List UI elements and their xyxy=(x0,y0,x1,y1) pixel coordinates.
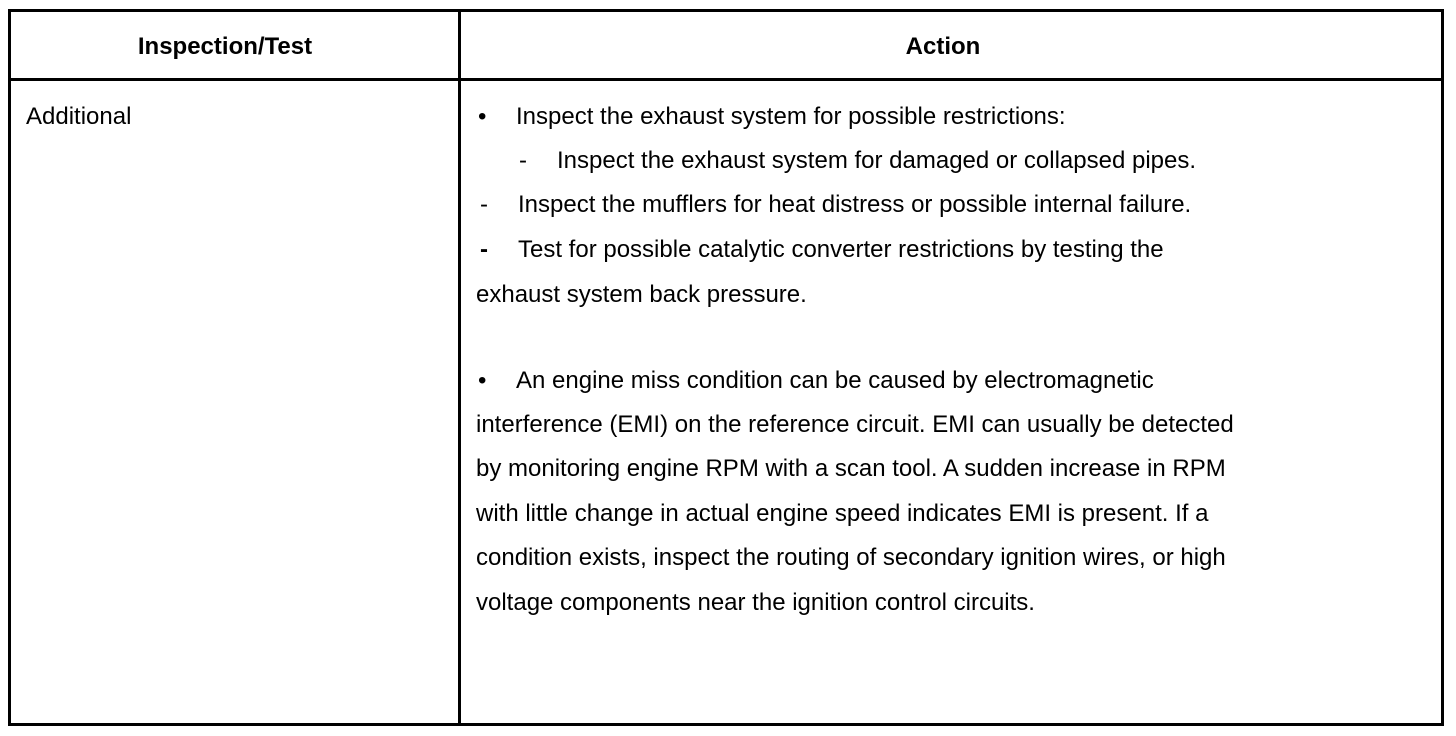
action-sub-item-2: Inspect the mufflers for heat distress or possible internal failure. xyxy=(518,191,1192,218)
bullet-marker: • xyxy=(478,367,487,394)
action-bullet-2-line-2: interference (EMI) on the reference circuit. EMI can usually be detected xyxy=(476,411,1234,438)
column-divider xyxy=(458,12,461,723)
action-bullet-2-line-6: voltage components near the ignition control circuits. xyxy=(476,589,1035,616)
dash-marker: - xyxy=(480,236,488,263)
action-sub-item-3-line-1: Test for possible catalytic converter restrictions by testing the xyxy=(518,236,1164,263)
action-bullet-2-line-1: An engine miss condition can be caused by electromagnetic xyxy=(516,367,1154,394)
action-bullet-2-line-5: condition exists, inspect the routing of secondary ignition wires, or high xyxy=(476,544,1226,571)
bullet-marker: • xyxy=(478,103,487,130)
header-inspection-test: Inspection/Test xyxy=(137,33,313,60)
action-bullet-2-line-3: by monitoring engine RPM with a scan tool. A sudden increase in RPM xyxy=(476,455,1226,482)
action-bullet-2-line-4: with little change in actual engine speed indicates EMI is present. If a xyxy=(476,500,1209,527)
dash-marker: - xyxy=(519,147,527,174)
dash-marker: - xyxy=(480,191,488,218)
action-bullet-1: Inspect the exhaust system for possible restrictions: xyxy=(516,103,1066,130)
action-sub-item-1: Inspect the exhaust system for damaged or collapsed pipes. xyxy=(557,147,1197,174)
header-action: Action xyxy=(905,33,981,60)
action-sub-item-3-line-2: exhaust system back pressure. xyxy=(476,281,807,308)
inspection-cell: Additional xyxy=(26,103,132,130)
header-divider xyxy=(11,78,1441,81)
